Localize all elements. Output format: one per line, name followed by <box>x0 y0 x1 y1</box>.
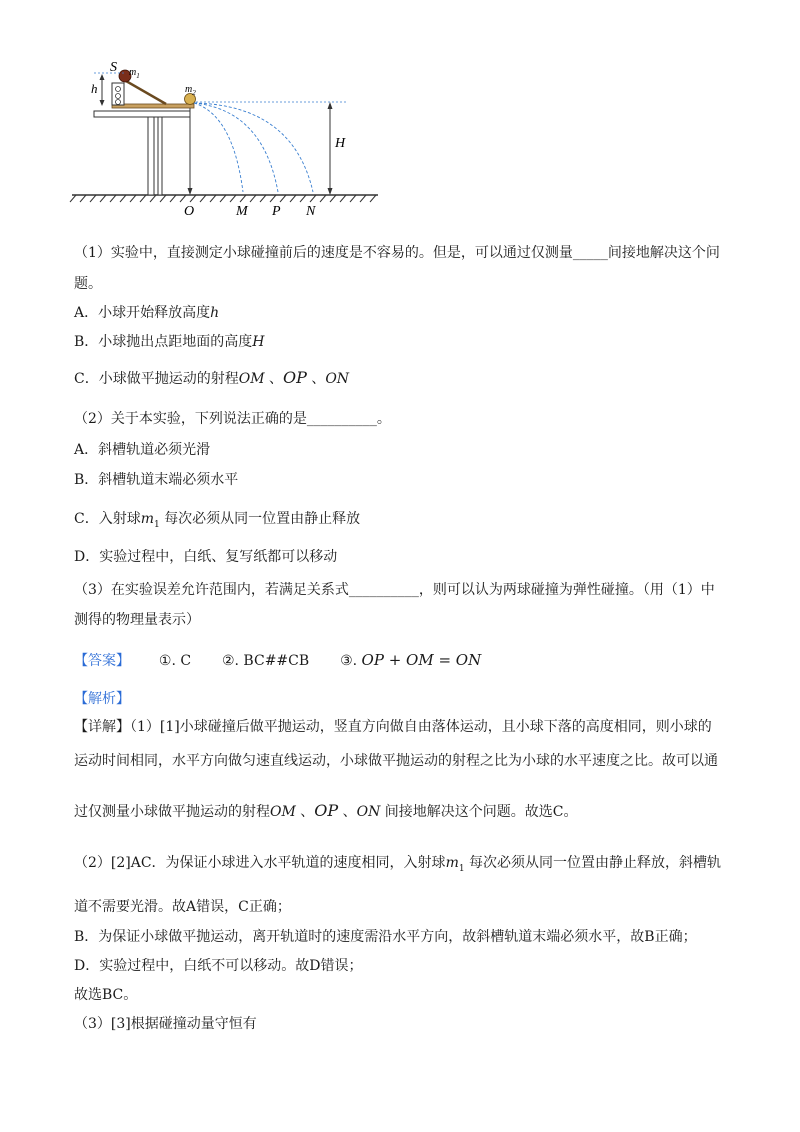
q2-option-c-sub: 1 <box>154 519 160 530</box>
H-arrow-head-bottom <box>328 188 333 195</box>
analysis-p3: （3）[3]根据碰撞动量守恒有 <box>74 1016 257 1032</box>
q2-option-c-pre: C．入射球 <box>74 511 141 527</box>
q1-option-c-var-om: OM <box>238 371 265 387</box>
h-arrow-head-bottom <box>100 100 105 106</box>
label-N: N <box>306 204 316 219</box>
answer-2: ②. BC##CB <box>221 653 310 669</box>
O-arrow-head <box>188 188 193 195</box>
analysis-p2-option-b: B．为保证小球做平抛运动，离开轨道时的速度需沿水平方向，故斜槽轨道末端必须水平，故B正确； <box>74 929 697 945</box>
q1-stem-line2: 题。 <box>74 276 102 292</box>
analysis-detail3-pre: 过仅测量小球做平抛运动的射程 <box>74 804 270 820</box>
analysis-tag: 【解析】 <box>74 691 130 707</box>
answer-3-equation: OP + OM = ON <box>361 651 482 669</box>
trajectory-M <box>194 103 243 192</box>
analysis-p2-var: m <box>445 855 459 871</box>
analysis-detail-line2: 运动时间相同，水平方向做匀速直线运动，小球做平抛运动的射程之比为小球的水平速度之比。故可以通 <box>74 753 718 769</box>
analysis-p2-sub: 1 <box>458 863 465 874</box>
q3-stem-line2: 测得的物理量表示） <box>74 612 200 628</box>
H-arrow-head-top <box>328 102 333 109</box>
q1-option-a <box>74 303 219 323</box>
label-m2: $m_2$ <box>185 84 196 97</box>
q2-option-a: A．斜槽轨道必须光滑 <box>74 442 211 458</box>
inclined-track <box>126 81 166 104</box>
q2-option-c-post: 每次必须从同一位置由静止释放 <box>164 511 361 527</box>
analysis-p2-option-d: D．实验过程中，白纸不可以移动。故D错误； <box>74 958 363 974</box>
analysis-p2-post: 每次必须从同一位置由静止释放，斜槽轨 <box>469 855 722 871</box>
label-h: h <box>91 81 98 96</box>
q1-option-b-var: H <box>252 334 265 350</box>
h-arrow-head-top <box>100 74 105 80</box>
table-leg <box>148 117 154 195</box>
ground-hatching <box>70 195 376 202</box>
answer-tag: 【答案】 <box>74 653 130 669</box>
q3-stem-line1: （3）在实验误差允许范围内，若满足关系式__________，则可以认为两球碰撞为弹性碰撞。（用（1）中 <box>74 582 715 598</box>
answer-3-label: ③. <box>340 653 358 669</box>
label-P: P <box>272 204 281 219</box>
analysis-detail3-post: 间接地解决这个问题。故选C。 <box>384 804 578 820</box>
q1-option-c-var-op: OP <box>282 368 307 387</box>
answer-1: ①. C <box>158 653 192 669</box>
analysis-detail-line1: 【详解】（1）[1]小球碰撞后做平抛运动，竖直方向做自由落体运动，且小球下落的高度相同，则小球的 <box>74 719 712 735</box>
q1-option-a-var: h <box>210 305 220 321</box>
analysis-p2-selection: 故选BC。 <box>74 987 138 1003</box>
label-S: S <box>110 60 117 75</box>
q2-option-b: B．斜槽轨道末端必须水平 <box>74 472 239 488</box>
experiment-diagram <box>68 55 388 220</box>
label-M: M <box>236 204 248 219</box>
q2-option-d: D．实验过程中，白纸、复写纸都可以移动 <box>74 549 338 565</box>
trajectory-N <box>194 103 313 192</box>
label-O: O <box>184 204 195 219</box>
analysis-p2-pre: （2）[2]AC．为保证小球进入水平轨道的速度相同，入射球 <box>74 855 446 871</box>
q1-stem-line1: （1）实验中，直接测定小球碰撞前后的速度是不容易的。但是，可以通过仅测量_____间接地解决这个问 <box>74 245 720 261</box>
answer-line <box>74 650 481 671</box>
label-m1: $m_1$ <box>129 67 140 80</box>
q1-option-a-text: A．小球开始释放高度 <box>74 305 211 321</box>
q1-option-c-var-on: ON <box>325 371 350 387</box>
table-leg-inner <box>158 117 162 195</box>
q2-option-c <box>74 509 360 535</box>
analysis-detail3-sep1: 、 <box>300 804 315 820</box>
analysis-detail3-op: OP <box>314 801 339 820</box>
analysis-p2-line1 <box>74 853 721 879</box>
analysis-detail3-sep2: 、 <box>342 804 357 820</box>
analysis-detail3-om: OM <box>270 804 296 820</box>
q1-option-c <box>74 368 349 389</box>
q1-option-c-text: C．小球做平抛运动的射程 <box>74 371 239 387</box>
q1-option-c-sep1: 、 <box>268 371 283 387</box>
table-top <box>94 111 190 117</box>
q2-stem: （2）关于本实验，下列说法正确的是__________。 <box>74 411 391 427</box>
analysis-detail3-on: ON <box>356 804 381 820</box>
analysis-p2-line2: 道不需要光滑。故A错误，C正确； <box>74 899 291 915</box>
trajectory-P <box>194 103 278 192</box>
q1-option-b <box>74 332 265 352</box>
analysis-detail-line3 <box>74 801 578 822</box>
q1-option-b-text: B．小球抛出点距地面的高度 <box>74 334 253 350</box>
q2-option-c-var: m <box>140 511 154 527</box>
q1-option-c-sep2: 、 <box>311 371 326 387</box>
label-H: H <box>335 136 346 151</box>
